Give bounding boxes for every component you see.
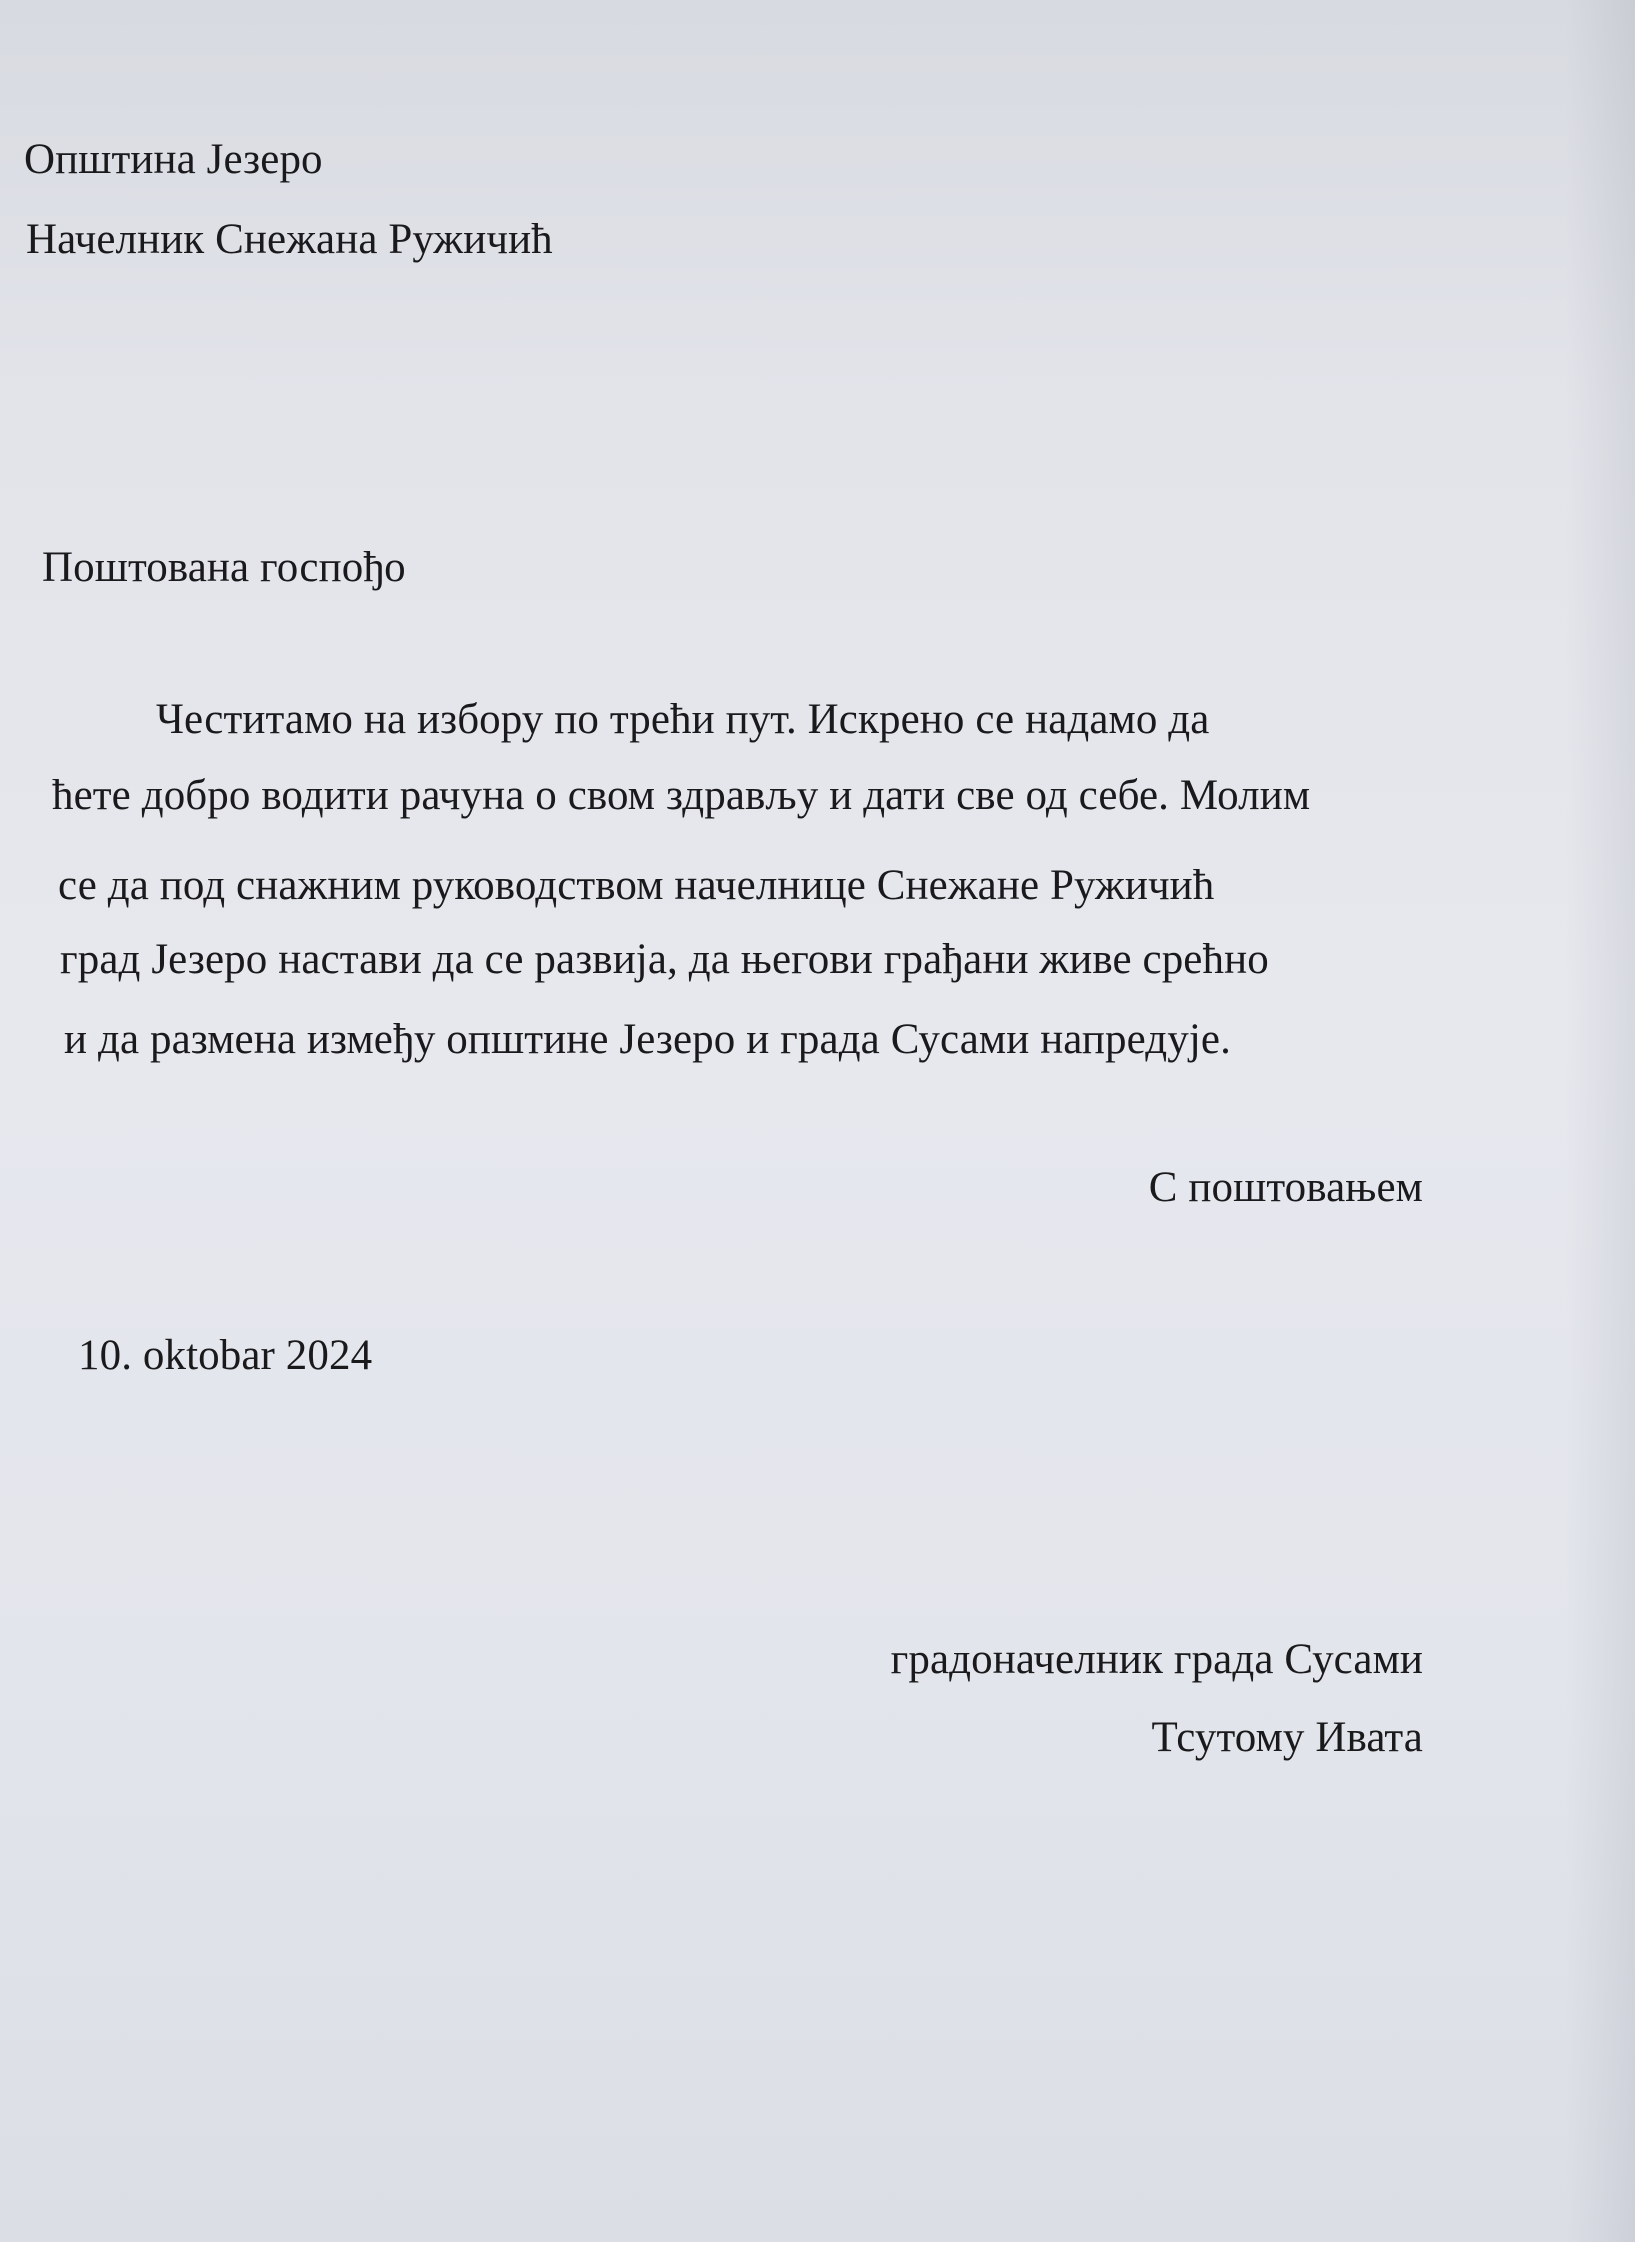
closing: С поштовањем <box>1148 1164 1423 1211</box>
letter-date: 10. oktobar 2024 <box>78 1332 373 1379</box>
body-line: ћете добро водити рачуна о свом здрављу и дати све од себе. Молим <box>52 772 1311 819</box>
recipient-name: Начелник Снежана Ружичић <box>26 216 553 263</box>
body-line: и да размена између општине Језеро и града Сусами напредује. <box>64 1016 1231 1063</box>
sender-name: Тсутому Ивата <box>1151 1714 1423 1761</box>
sender-title: градоначелник града Сусами <box>890 1636 1423 1683</box>
salutation: Поштована госпођо <box>42 544 406 591</box>
body-line: град Језеро настави да се развија, да његови грађани живе срећно <box>60 936 1269 983</box>
body-line: се да под снажним руководством начелнице Снежане Ружичић <box>58 862 1215 909</box>
recipient-organization: Општина Језеро <box>24 136 323 183</box>
body-line: Честитамо на избору по трећи пут. Искрено се надамо да <box>156 696 1210 743</box>
